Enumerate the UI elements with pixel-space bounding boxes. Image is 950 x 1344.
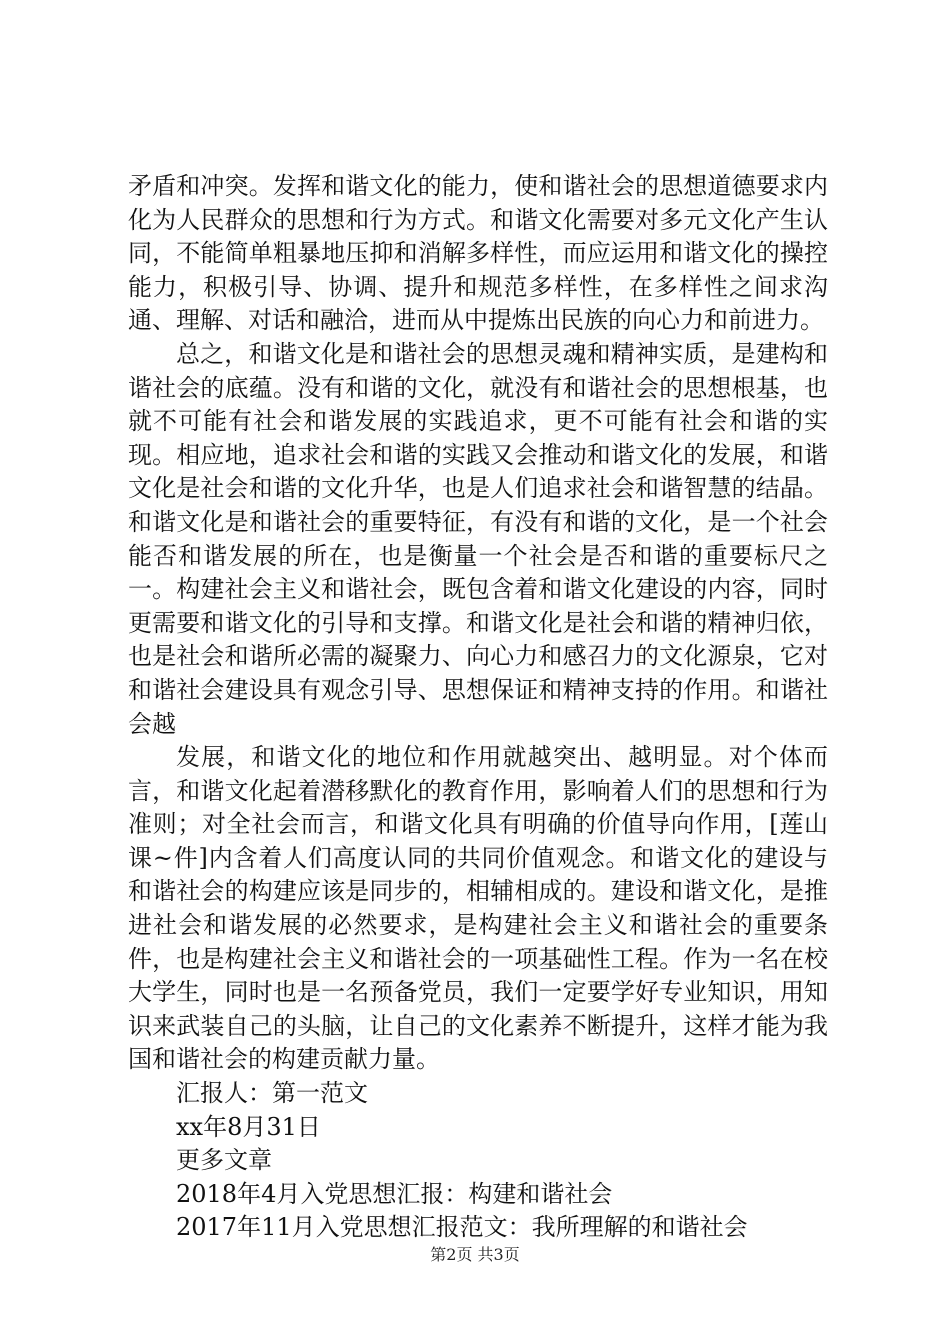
- date-line: xx年8月31日: [176, 1112, 321, 1141]
- paragraph-3: 发展，和谐文化的地位和作用就越突出、越明显。对个体而言，和谐文化起着潜移默化的教育作用，影响着人们的思想和行为准则；对全社会而言，和谐文化具有明确的价值导向作用，[莲山课~件]内含着人们高度认同的共同价值观念。和谐文化的建设与和谐社会的构建应该是同步的，相辅相成的。建设和谐文化，是推进社会和谐发展的必然要求，是构建社会主义和谐社会的重要条件，也是构建社会主义和谐社会的一项基础性工程。作为一名在校大学生，同时也是一名预备党员，我们一定要学好专业知识，用知识来武装自己的头脑，让自己的文化素养不断提升，这样才能为我国和谐社会的构建贡献力量。: [128, 743, 828, 1074]
- paragraph-2: 总之，和谐文化是和谐社会的思想灵魂和精神实质，是建构和谐社会的底蕴。没有和谐的文化，就没有和谐社会的思想根基，也就不可能有社会和谐发展的实践追求，更不可能有社会和谐的实现。相应地，追求社会和谐的实践又会推动和谐文化的发展，和谐文化是社会和谐的文化升华，也是人们追求社会和谐智慧的结晶。和谐文化是和谐社会的重要特征，有没有和谐的文化，是一个社会能否和谐发展的所在，也是衡量一个社会是否和谐的重要标尺之一。构建社会主义和谐社会，既包含着和谐文化建设的内容，同时更需要和谐文化的引导和支撑。和谐文化是社会和谐的精神归依，也是社会和谐所必需的凝聚力、向心力和感召力的文化源泉，它对和谐社会建设具有观念引导、思想保证和精神支持的作用。和谐社会越: [128, 339, 828, 738]
- page-number-footer: 第2页 共3页: [430, 1245, 520, 1264]
- more-article-link[interactable]: 2017年11月入党思想汇报范文：我所理解的和谐社会: [176, 1213, 748, 1242]
- document-body: [128, 170, 828, 1245]
- paragraph-1: 矛盾和冲突。发挥和谐文化的能力，使和谐社会的思想道德要求内化为人民群众的思想和行为方式。和谐文化需要对多元文化产生认同，不能简单粗暴地压抑和消解多样性，而应运用和谐文化的操控能力，积极引导、协调、提升和规范多样性，在多样性之间求沟通、理解、对话和融洽，进而从中提炼出民族的向心力和前进力。: [128, 172, 828, 335]
- reporter-line: 汇报人：第一范文: [176, 1079, 368, 1108]
- more-articles-heading: 更多文章: [176, 1146, 272, 1175]
- more-article-link[interactable]: 2018年4月入党思想汇报：构建和谐社会: [176, 1179, 613, 1208]
